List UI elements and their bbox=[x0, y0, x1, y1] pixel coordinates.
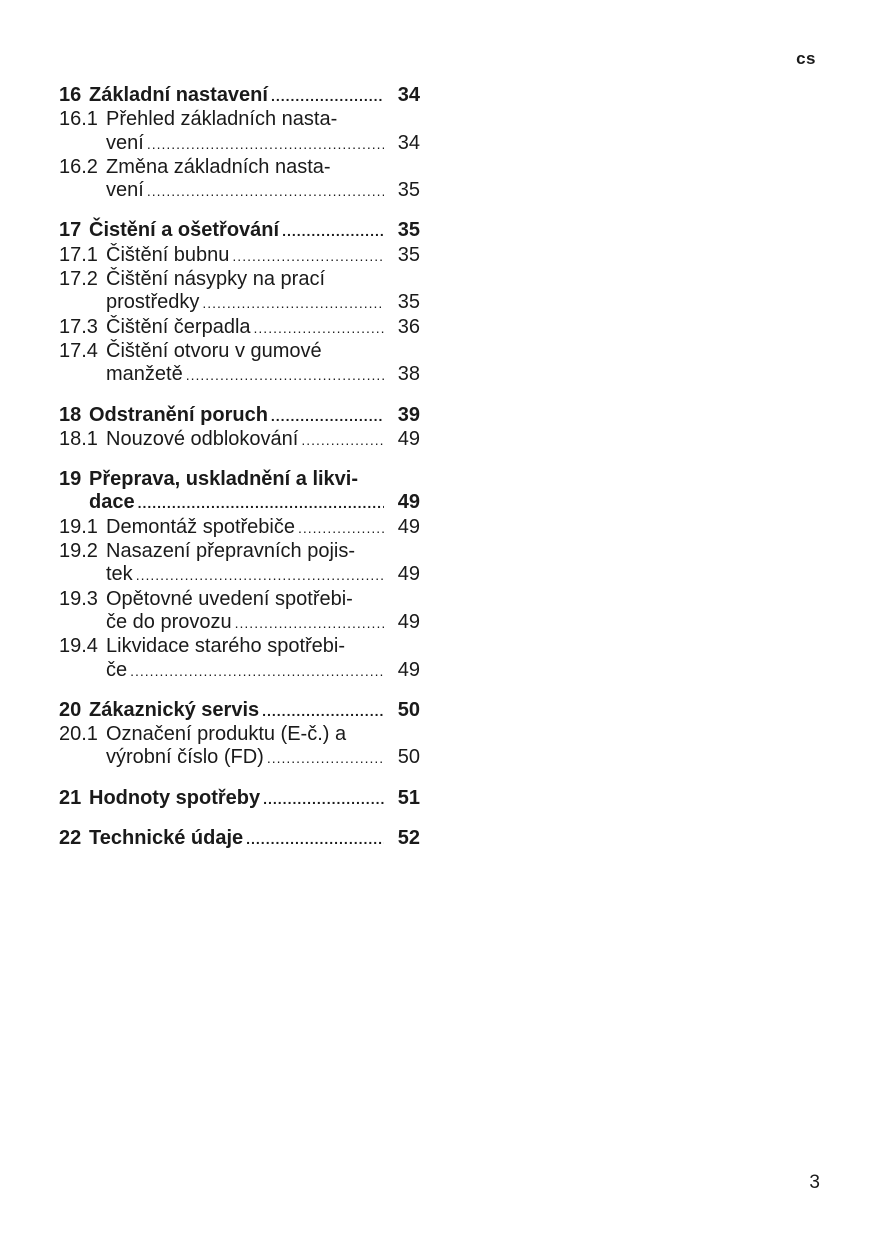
toc-section-entry[interactable] bbox=[59, 540, 420, 588]
toc-entry-page: 51 bbox=[397, 786, 420, 809]
toc-entry-title: Nouzové odblokování bbox=[106, 427, 299, 450]
toc-chapter-entry[interactable] bbox=[59, 219, 420, 243]
toc-dot-leader bbox=[263, 788, 384, 811]
toc-entry-title: tek bbox=[106, 563, 133, 586]
toc-section-entry[interactable] bbox=[59, 156, 420, 204]
toc-entry-title: Čištění otvoru v gumové bbox=[106, 339, 322, 362]
toc-entry-title: dace bbox=[89, 491, 135, 514]
toc-dot-leader bbox=[298, 517, 384, 540]
toc-entry-title: Čištění bubnu bbox=[106, 243, 230, 266]
toc-entry-number: 19.2 bbox=[59, 540, 98, 563]
toc-dot-leader bbox=[232, 245, 384, 268]
toc-entry-title: Změna základních nasta- bbox=[106, 155, 331, 178]
toc-chapter-entry[interactable] bbox=[59, 468, 420, 516]
toc-entry-page: 35 bbox=[397, 291, 420, 314]
toc-section-entry[interactable] bbox=[59, 428, 420, 452]
toc-entry-title: Nasazení přepravních pojis- bbox=[106, 540, 356, 563]
toc-dot-leader bbox=[136, 564, 384, 587]
toc-entry-title: če do provozu bbox=[106, 610, 232, 633]
toc-section-entry[interactable] bbox=[59, 516, 420, 540]
toc-entry-title: výrobní číslo (FD) bbox=[106, 746, 264, 769]
toc-chapter-entry[interactable] bbox=[59, 699, 420, 723]
toc-entry-page: 49 bbox=[397, 610, 420, 633]
toc-entry-number: 19.4 bbox=[59, 635, 98, 658]
toc-chapter-entry[interactable] bbox=[59, 787, 420, 811]
toc-entry-number: 22 bbox=[59, 827, 82, 850]
toc-entry-page: 34 bbox=[397, 84, 420, 106]
table-of-contents bbox=[59, 84, 420, 851]
toc-dot-leader bbox=[246, 828, 384, 851]
toc-entry-number: 17.3 bbox=[59, 315, 98, 338]
toc-entry-title: Opětovné uvedení spotřebi- bbox=[106, 587, 353, 610]
toc-entry-title: Likvidace starého spotřebi- bbox=[106, 635, 346, 658]
toc-entry-number: 18.1 bbox=[59, 427, 98, 450]
toc-entry-title: vení bbox=[106, 179, 144, 202]
toc-section-entry[interactable] bbox=[59, 316, 420, 340]
page-number: 3 bbox=[809, 1172, 820, 1193]
toc-entry-title: Zákaznický servis bbox=[89, 698, 260, 721]
toc-entry-title: če bbox=[106, 658, 128, 681]
toc-section-entry[interactable] bbox=[59, 244, 420, 268]
toc-entry-title: Přeprava, uskladnění a likvi- bbox=[89, 468, 359, 491]
toc-chapter-entry[interactable] bbox=[59, 84, 420, 108]
toc-entry-title: Demontáž spotřebiče bbox=[106, 515, 295, 538]
toc-dot-leader bbox=[271, 85, 384, 108]
toc-dot-leader bbox=[301, 429, 384, 452]
toc-dot-leader bbox=[202, 292, 384, 315]
toc-entry-title: Odstranění poruch bbox=[89, 403, 268, 426]
toc-entry-number: 16 bbox=[59, 84, 82, 106]
toc-entry-title: Označení produktu (E-č.) a bbox=[106, 723, 347, 746]
toc-entry-page: 52 bbox=[397, 827, 420, 850]
toc-entry-title: Základní nastavení bbox=[89, 84, 268, 106]
toc-entry-number: 19.1 bbox=[59, 515, 98, 538]
toc-entry-page: 35 bbox=[397, 219, 420, 242]
toc-entry-page: 38 bbox=[397, 363, 420, 386]
toc-entry-page: 34 bbox=[397, 131, 420, 154]
toc-entry-page: 36 bbox=[397, 315, 420, 338]
toc-entry-page: 39 bbox=[397, 403, 420, 426]
toc-section-entry[interactable] bbox=[59, 588, 420, 636]
toc-entry-page: 50 bbox=[397, 746, 420, 769]
toc-dot-leader bbox=[267, 747, 384, 770]
toc-section-entry[interactable] bbox=[59, 340, 420, 388]
toc-entry-page: 35 bbox=[397, 179, 420, 202]
toc-entry-page: 49 bbox=[397, 515, 420, 538]
toc-dot-leader bbox=[282, 220, 384, 243]
toc-entry-page: 35 bbox=[397, 243, 420, 266]
toc-dot-leader bbox=[138, 492, 384, 515]
toc-dot-leader bbox=[130, 660, 384, 683]
toc-dot-leader bbox=[271, 405, 384, 428]
language-code: cs bbox=[796, 49, 816, 68]
toc-entry-title: Hodnoty spotřeby bbox=[89, 786, 261, 809]
toc-entry-number: 17 bbox=[59, 219, 82, 242]
toc-entry-title: Technické údaje bbox=[89, 827, 244, 850]
toc-section-entry[interactable] bbox=[59, 723, 420, 771]
toc-section-entry[interactable] bbox=[59, 268, 420, 316]
toc-entry-number: 19.3 bbox=[59, 587, 98, 610]
toc-entry-page: 49 bbox=[397, 491, 420, 514]
toc-entry-number: 18 bbox=[59, 403, 82, 426]
toc-entry-number: 17.2 bbox=[59, 268, 98, 291]
toc-dot-leader bbox=[262, 700, 384, 723]
toc-entry-title: prostředky bbox=[106, 291, 200, 314]
toc-dot-leader bbox=[147, 133, 384, 156]
toc-entry-page: 49 bbox=[397, 427, 420, 450]
toc-dot-leader bbox=[186, 364, 384, 387]
toc-chapter-entry[interactable] bbox=[59, 827, 420, 851]
toc-dot-leader bbox=[147, 180, 384, 203]
toc-entry-page: 49 bbox=[397, 563, 420, 586]
toc-entry-title: vení bbox=[106, 131, 144, 154]
toc-entry-title: Přehled základních nasta- bbox=[106, 108, 338, 131]
toc-entry-number: 19 bbox=[59, 468, 82, 491]
toc-entry-title: manžetě bbox=[106, 363, 183, 386]
toc-entry-number: 17.4 bbox=[59, 339, 98, 362]
toc-entry-number: 17.1 bbox=[59, 243, 98, 266]
toc-entry-number: 20.1 bbox=[59, 723, 98, 746]
toc-entry-page: 50 bbox=[397, 698, 420, 721]
toc-entry-page: 49 bbox=[397, 658, 420, 681]
toc-entry-title: Čistění a ošetřování bbox=[89, 219, 280, 242]
toc-dot-leader bbox=[235, 612, 384, 635]
toc-entry-title: Čištění čerpadla bbox=[106, 315, 251, 338]
toc-entry-title: Čištění násypky na prací bbox=[106, 268, 325, 291]
toc-dot-leader bbox=[254, 317, 384, 340]
toc-entry-number: 16.2 bbox=[59, 155, 98, 178]
toc-chapter-entry[interactable] bbox=[59, 404, 420, 428]
toc-entry-number: 16.1 bbox=[59, 108, 98, 131]
toc-section-entry[interactable] bbox=[59, 108, 420, 156]
toc-entry-number: 20 bbox=[59, 698, 82, 721]
toc-section-entry[interactable] bbox=[59, 635, 420, 683]
toc-entry-number: 21 bbox=[59, 786, 82, 809]
